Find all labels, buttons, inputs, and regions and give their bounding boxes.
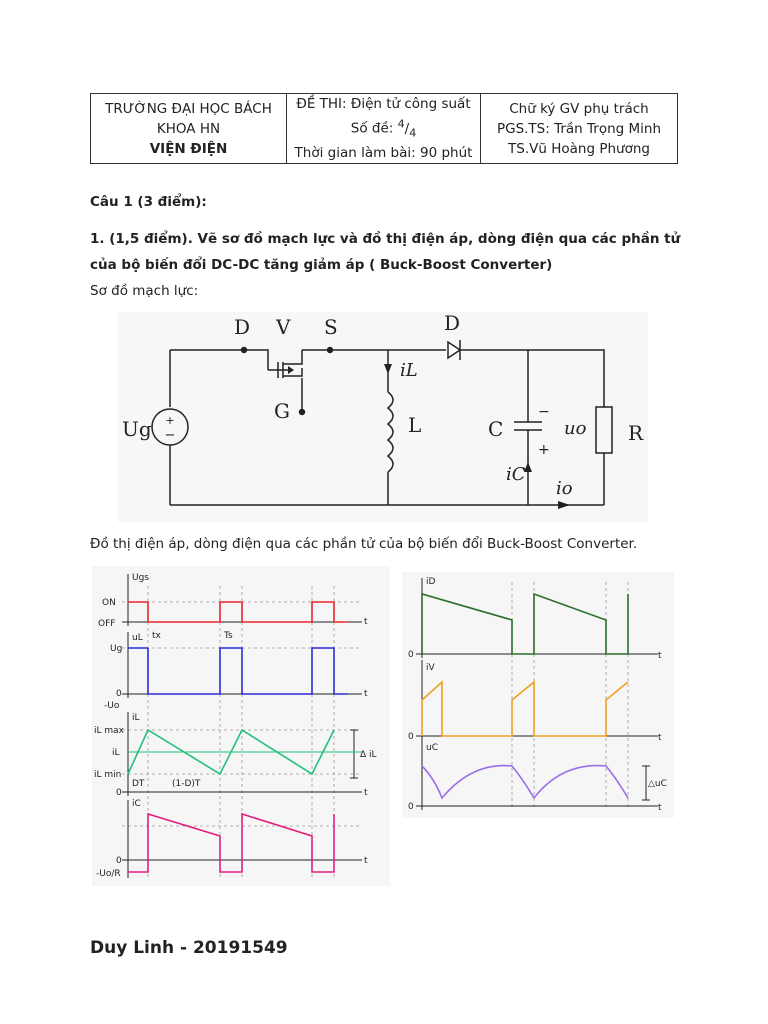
- institute-name: VIỆN ĐIỆN: [149, 140, 228, 157]
- ul-ts: Ts: [224, 631, 233, 641]
- il-max: iL max: [94, 726, 124, 736]
- label-G: G: [274, 399, 290, 423]
- il-d1t: (1-D)T: [172, 779, 201, 789]
- label-C: C: [488, 417, 504, 441]
- school-cell: [91, 94, 287, 164]
- exam-cell: [287, 94, 481, 164]
- exam-number-prefix: Số đề:: [350, 120, 398, 137]
- il-zero: 0: [116, 788, 122, 798]
- circuit-caption: Sơ đồ mạch lực:: [90, 283, 199, 299]
- uc-t: t: [658, 803, 662, 813]
- id-t: t: [658, 651, 662, 661]
- ul-t: t: [364, 689, 368, 699]
- il-min: iL min: [94, 770, 122, 780]
- waveform-caption: Đồ thị điện áp, dòng điện qua các phần tử của bộ biến đổi Buck-Boost Converter.: [90, 536, 638, 552]
- ugs-t: t: [364, 617, 368, 627]
- label-iC: iC: [506, 464, 526, 485]
- question-title: Câu 1 (3 điểm):: [90, 194, 207, 210]
- ul-axis: uL: [132, 633, 143, 643]
- uc-zero: 0: [408, 802, 414, 812]
- ugs-off: OFF: [98, 619, 116, 629]
- ic-axis: iC: [132, 799, 141, 809]
- il-axis: iL: [132, 713, 140, 723]
- question-sub1: 1. (1,5 điểm). Vẽ sơ đồ mạch lực và đồ thị điện áp, dòng điện qua các phần tử của bộ biến đổi DC-DC tăng giảm áp ( Buck-Boost Converter): [90, 231, 681, 273]
- lecturer-1: PGS.TS: Trần Trọng Minh: [496, 120, 662, 137]
- exam-subject: ĐỀ THI: Điện tử công suất: [296, 96, 471, 112]
- il-dt: DT: [132, 779, 145, 789]
- label-Ug: Ug: [122, 417, 152, 441]
- uc-axis: uC: [426, 743, 438, 753]
- exam-duration: Thời gian làm bài: 90 phút: [294, 145, 473, 162]
- buck-boost-circuit: [118, 312, 648, 522]
- label-D1: D: [234, 315, 251, 339]
- lecturer-2: TS.Vũ Hoàng Phương: [508, 140, 650, 157]
- ic-zero: 0: [116, 856, 122, 866]
- iv-axis: iV: [426, 663, 435, 673]
- school-line2: KHOA HN: [156, 120, 221, 137]
- ul-neg: -Uo: [104, 701, 120, 711]
- waveforms-left: [92, 566, 390, 886]
- id-axis: iD: [426, 577, 436, 587]
- label-V: V: [276, 315, 291, 339]
- exam-number-num: 4: [397, 117, 405, 130]
- ugs-axis: Ugs: [132, 573, 149, 583]
- ul-ug: Ug: [110, 644, 123, 654]
- exam-number: [287, 114, 480, 143]
- signature-title: Chữ ký GV phụ trách: [509, 100, 649, 117]
- signature-cell: [481, 94, 678, 164]
- il-avg: iL: [112, 748, 120, 758]
- label-L: L: [408, 413, 422, 437]
- exam-number-fraction: $^4/_4$: [397, 117, 417, 140]
- label-R: R: [628, 421, 644, 445]
- label-io: io: [556, 478, 573, 499]
- id-zero: 0: [408, 650, 414, 660]
- iv-zero: 0: [408, 732, 414, 742]
- label-uo: uo: [564, 418, 587, 439]
- header-table: [90, 93, 678, 164]
- school-line1: TRƯỜNG ĐẠI HỌC BÁCH: [105, 100, 272, 117]
- waveforms-right: [402, 572, 674, 818]
- ic-t: t: [364, 856, 368, 866]
- iv-t: t: [658, 733, 662, 743]
- ul-tx: tx: [152, 631, 161, 641]
- uc-delta: △uC: [648, 779, 667, 789]
- source-plus: +: [165, 414, 175, 427]
- student-signature: Duy Linh - 20191549: [90, 938, 288, 958]
- ugs-on: ON: [102, 598, 116, 608]
- exam-number-den: 4: [409, 126, 417, 140]
- il-delta: Δ iL: [360, 750, 377, 760]
- label-D2: D: [444, 312, 461, 335]
- source-minus: −: [164, 428, 176, 443]
- label-iL: iL: [400, 360, 418, 381]
- cap-minus: −: [538, 404, 550, 420]
- label-S: S: [324, 315, 338, 339]
- ul-zero: 0: [116, 689, 122, 699]
- il-t: t: [364, 788, 368, 798]
- ic-neg: -Uo/R: [96, 869, 121, 879]
- cap-plus: +: [538, 442, 550, 458]
